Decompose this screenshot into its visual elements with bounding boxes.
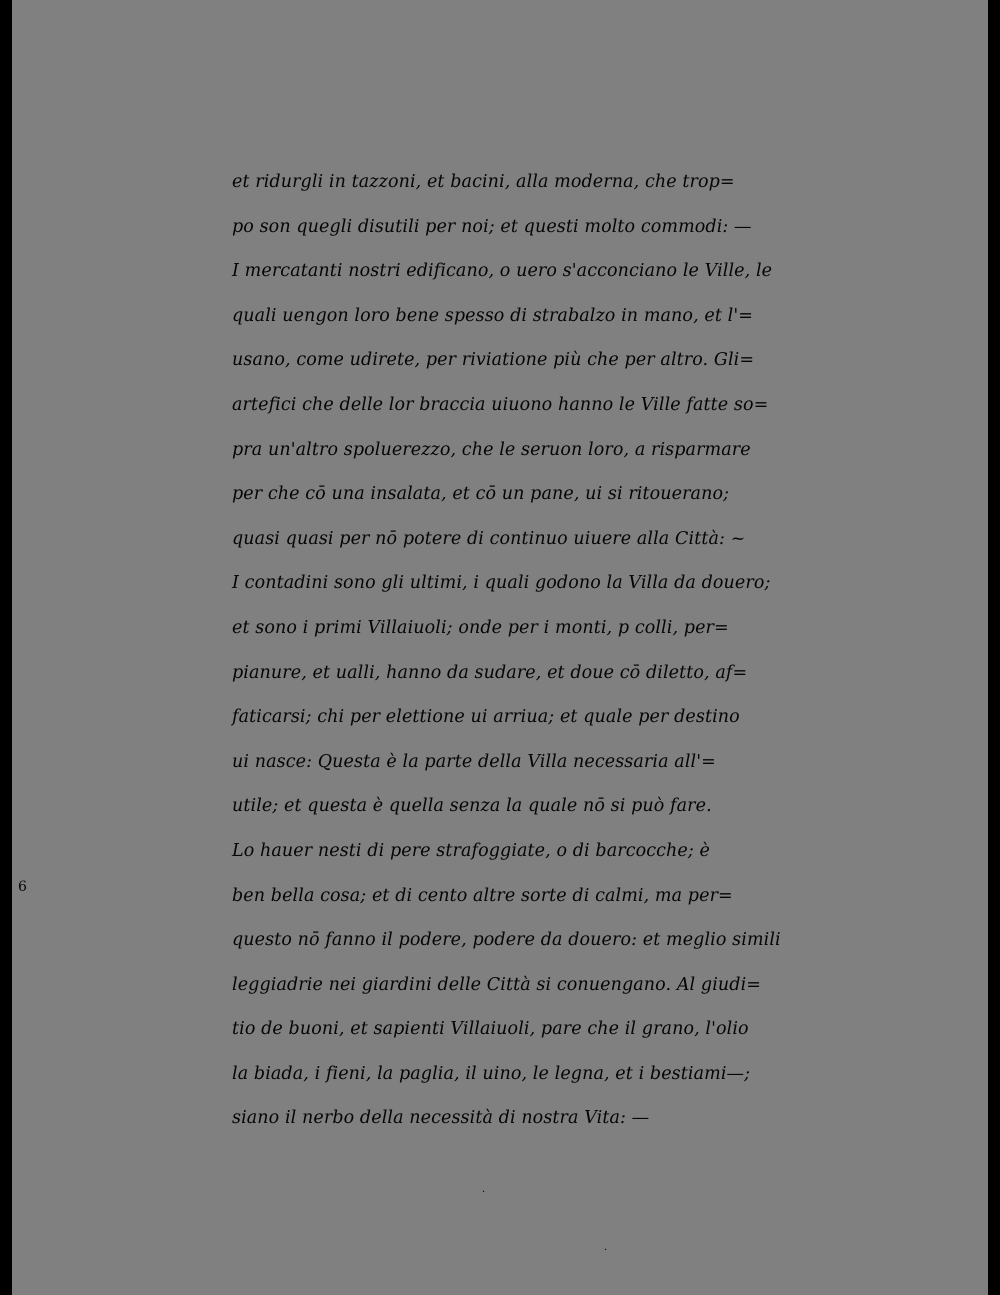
scan-edge-right	[988, 0, 1000, 1295]
manuscript-text	[232, 160, 832, 1141]
ink-speck: ·	[482, 1187, 486, 1198]
text-line: I contadini sono gli ultimi, i quali godono la Villa da douero;	[232, 573, 771, 594]
text-line: pianure, et ualli, hanno da sudare, et doue cō diletto, af=	[232, 662, 748, 683]
text-line: pra un'altro spoluerezzo, che le seruon loro, a risparmare	[232, 439, 751, 460]
text-line: artefici che delle lor braccia uiuono hanno le Ville fatte so=	[232, 394, 769, 415]
text-line: per che cō una insalata, et cō un pane, ui si ritouerano;	[232, 484, 730, 505]
text-line: siano il nerbo della necessità di nostra Vita: —	[232, 1108, 650, 1129]
text-line: utile; et questa è quella senza la quale nō si può fare.	[232, 796, 712, 817]
text-line: questo nō fanno il podere, podere da douero: et meglio simili	[232, 930, 781, 951]
text-line: et sono i primi Villaiuoli; onde per i monti, p colli, per=	[232, 617, 729, 638]
text-line: I mercatanti nostri edificano, o uero s'acconciano le Ville, le	[232, 261, 773, 282]
text-line: Lo hauer nesti di pere strafoggiate, o di barcocche; è	[232, 840, 711, 861]
text-line: faticarsi; chi per elettione ui arriua; et quale per destino	[232, 707, 740, 728]
text-line: tio de buoni, et sapienti Villaiuoli, pare che il grano, l'olio	[232, 1019, 749, 1040]
margin-mark: 6	[18, 879, 27, 895]
text-line: ui nasce: Questa è la parte della Villa necessaria all'=	[232, 751, 716, 772]
text-line: quali uengon loro bene spesso di strabalzo in mano, et l'=	[232, 305, 754, 326]
text-line: leggiadrie nei giardini delle Città si conuengano. Al giudi=	[232, 974, 762, 995]
scan-edge-left	[0, 0, 12, 1295]
text-line: quasi quasi per nō potere di continuo uiuere alla Città: ~	[232, 528, 746, 549]
text-line: la biada, i fieni, la paglia, il uino, le legna, et i bestiami—;	[232, 1063, 751, 1084]
text-line: ben bella cosa; et di cento altre sorte di calmi, ma per=	[232, 885, 733, 906]
text-line: usano, come udirete, per riviatione più che per altro. Gli=	[232, 350, 755, 371]
text-line: po son quegli disutili per noi; et questi molto commodi: —	[232, 216, 752, 237]
ink-speck: ·	[604, 1245, 608, 1256]
text-line: et ridurgli in tazzoni, et bacini, alla moderna, che trop=	[232, 172, 735, 192]
